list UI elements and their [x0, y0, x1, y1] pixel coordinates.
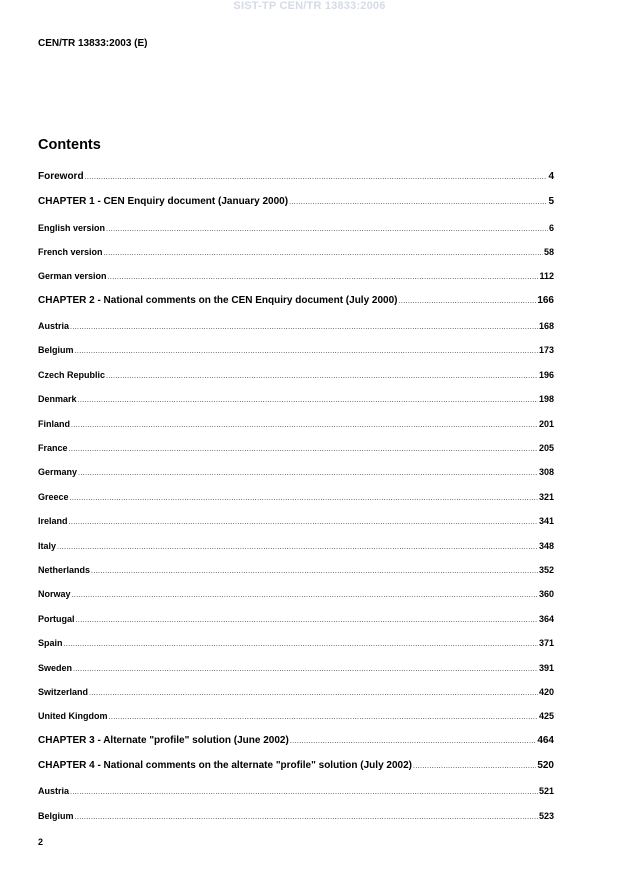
toc-entry-title: Finland: [38, 418, 70, 429]
toc-entry[interactable]: [38, 168, 554, 193]
toc-entry[interactable]: [38, 512, 554, 536]
toc-entry-title: Czech Republic: [38, 369, 106, 380]
toc-entry-page: 521: [538, 786, 554, 797]
toc-entry-title: Spain: [38, 638, 63, 649]
toc-entry[interactable]: [38, 415, 554, 439]
toc-entry[interactable]: [38, 757, 554, 782]
dot-leader: [78, 465, 538, 483]
toc-entry-page: 371: [538, 638, 554, 649]
toc-entry-page: 112: [539, 271, 554, 282]
dot-leader: [413, 758, 536, 776]
toc-entry-title: CHAPTER 3 - Alternate "profile" solution (June 2002): [38, 734, 289, 746]
toc-entry-title: France: [38, 443, 68, 454]
toc-entry-title: Denmark: [38, 394, 77, 405]
dot-leader: [70, 319, 538, 337]
dot-leader: [108, 269, 539, 287]
dot-leader: [70, 490, 538, 508]
toc-entry-page: 196: [538, 369, 554, 380]
toc-entry-page: 341: [538, 516, 554, 527]
dot-leader: [109, 709, 538, 727]
dot-leader: [106, 368, 538, 386]
toc-entry-title: CHAPTER 2 - National comments on the CEN Enquiry document (July 2000): [38, 294, 398, 306]
dot-leader: [71, 417, 538, 435]
toc-entry[interactable]: [38, 732, 554, 757]
dot-leader: [69, 514, 538, 532]
toc-entry-title: Belgium: [38, 810, 74, 821]
dot-leader: [104, 245, 543, 263]
toc-entry[interactable]: [38, 439, 554, 463]
toc-entry-page: 348: [538, 540, 554, 551]
toc-entry[interactable]: [38, 193, 554, 218]
toc-entry-page: 425: [538, 711, 554, 722]
toc-entry[interactable]: [38, 366, 554, 390]
toc-entry-page: 205: [538, 443, 554, 454]
toc-entry-page: 166: [537, 294, 554, 306]
toc-entry-page: 364: [538, 613, 554, 624]
toc-entry-title: Ireland: [38, 516, 68, 527]
toc-entry-page: 360: [538, 589, 554, 600]
contents-heading: Contents: [38, 137, 101, 153]
toc-entry-page: 464: [537, 734, 554, 746]
dot-leader: [73, 661, 538, 679]
toc-entry-page: 6: [548, 222, 554, 233]
toc-entry-title: CHAPTER 4 - National comments on the alternate "profile" solution (July 2002): [38, 760, 412, 771]
dot-leader: [89, 685, 538, 703]
dot-leader: [85, 169, 548, 187]
dot-leader: [75, 809, 538, 827]
toc-entry[interactable]: [38, 537, 554, 561]
toc-entry-title: English version: [38, 222, 106, 233]
table-of-contents: [38, 168, 554, 831]
toc-entry[interactable]: [38, 634, 554, 658]
toc-entry-title: Italy: [38, 540, 57, 551]
toc-entry[interactable]: [38, 243, 554, 267]
dot-leader: [106, 221, 548, 239]
dot-leader: [75, 343, 538, 361]
toc-entry-title: Austria: [38, 321, 70, 332]
toc-entry-title: Netherlands: [38, 564, 91, 575]
toc-entry-title: Portugal: [38, 613, 75, 624]
toc-entry-title: Greece: [38, 491, 69, 502]
toc-entry-page: 198: [538, 394, 554, 405]
toc-entry-page: 168: [538, 321, 554, 332]
toc-entry-title: Foreword: [38, 171, 84, 182]
toc-entry-title: Germany: [38, 467, 78, 478]
dot-leader: [290, 733, 536, 751]
toc-entry-title: French version: [38, 246, 103, 257]
toc-entry[interactable]: [38, 267, 554, 291]
toc-entry-page: 391: [538, 662, 554, 673]
dot-leader: [69, 441, 538, 459]
toc-entry-page: 4: [548, 171, 554, 182]
toc-entry-page: 523: [538, 810, 554, 821]
dot-leader: [57, 539, 538, 557]
document-id: CEN/TR 13833:2003 (E): [38, 38, 148, 49]
toc-entry[interactable]: [38, 807, 554, 831]
toc-entry[interactable]: [38, 610, 554, 634]
toc-entry[interactable]: [38, 707, 554, 731]
dot-leader: [76, 612, 538, 630]
toc-entry-title: Belgium: [38, 345, 74, 356]
toc-entry[interactable]: [38, 782, 554, 806]
toc-entry-page: 5: [548, 196, 554, 208]
toc-entry-page: 520: [537, 760, 554, 771]
dot-leader: [91, 563, 538, 581]
toc-entry[interactable]: [38, 341, 554, 365]
page-number: 2: [38, 837, 44, 847]
toc-entry[interactable]: [38, 659, 554, 683]
toc-entry-page: 321: [538, 491, 554, 502]
dot-leader: [399, 293, 537, 311]
toc-entry-title: Austria: [38, 786, 70, 797]
toc-entry[interactable]: [38, 390, 554, 414]
toc-entry[interactable]: [38, 561, 554, 585]
dot-leader: [64, 636, 538, 654]
toc-entry-title: German version: [38, 271, 107, 282]
toc-entry[interactable]: [38, 585, 554, 609]
toc-entry-page: 308: [538, 467, 554, 478]
toc-entry-title: CHAPTER 1 - CEN Enquiry document (January 2000): [38, 196, 289, 208]
toc-entry-page: 58: [543, 246, 554, 257]
toc-entry-page: 420: [538, 686, 554, 697]
toc-entry-title: Switzerland: [38, 686, 89, 697]
toc-entry-title: Norway: [38, 589, 71, 600]
dot-leader: [289, 194, 547, 212]
toc-entry[interactable]: [38, 317, 554, 341]
dot-leader: [78, 392, 538, 410]
toc-entry-title: United Kingdom: [38, 711, 108, 722]
toc-entry-page: 201: [538, 418, 554, 429]
toc-entry-title: Sweden: [38, 662, 73, 673]
dot-leader: [70, 784, 538, 802]
dot-leader: [72, 587, 538, 605]
toc-entry[interactable]: [38, 488, 554, 512]
toc-entry[interactable]: [38, 292, 554, 317]
toc-entry[interactable]: [38, 683, 554, 707]
toc-entry[interactable]: [38, 463, 554, 487]
toc-entry[interactable]: [38, 219, 554, 243]
watermark: SIST-TP CEN/TR 13833:2006: [233, 0, 386, 12]
toc-entry-page: 352: [538, 564, 554, 575]
toc-entry-page: 173: [538, 345, 554, 356]
